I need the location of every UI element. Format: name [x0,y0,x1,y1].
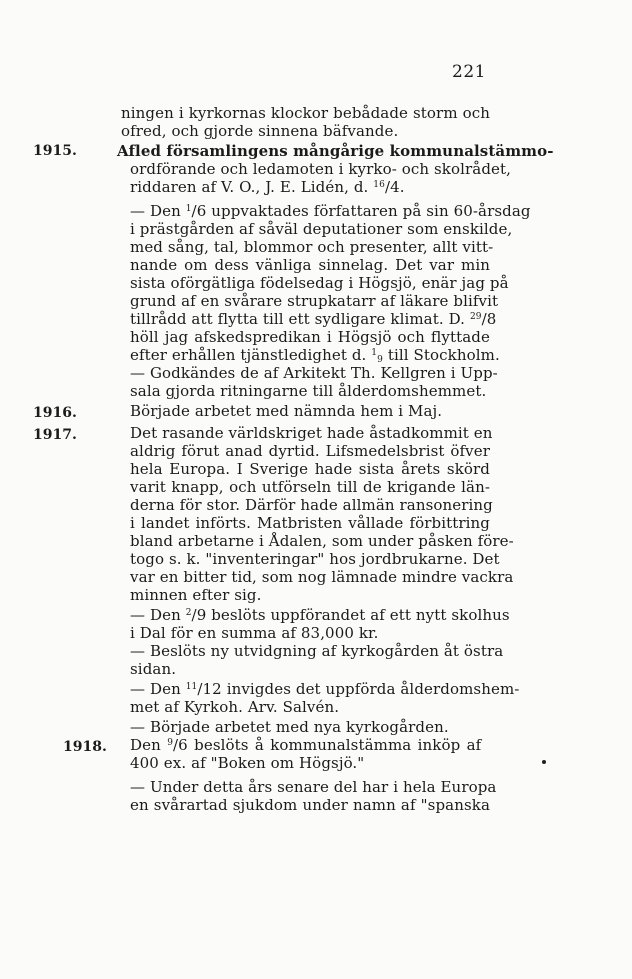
text-line: med sång, tal, blommor och presenter, allt vitt- [130,238,494,256]
fraction-numerator: 29 [469,312,482,322]
fraction-denominator: /6 [173,736,188,754]
fraction-denominator: /9 [191,606,207,624]
text-line: — Godkändes de af Arkitekt Th. Kellgren i Upp- [130,364,498,382]
text-line: var en bitter tid, som nog lämnade mindre vackra [130,568,514,586]
line-text: — Den [130,202,181,220]
text-line: ordförande och ledamoten i kyrko- och skolrådet, [130,160,511,178]
line-text: — Den [130,606,181,624]
line-text: tillrådd att flytta till ett sydligare klimat. D. [130,310,466,328]
text-line: en svårartad sjukdom under namn af "spanska [130,796,490,814]
fraction-denominator: /8 [481,310,497,328]
year-label: 1918. [63,739,107,755]
text-line: varit knapp, och utförseln till de krigande län- [130,478,490,496]
line-text: uppvaktades författaren på sin 60-årsdag [211,202,531,220]
line-text: efter erhållen tjänstledighet d. [130,346,367,364]
text-line [130,202,531,220]
text-line: höll jag afskedspredikan i Högsjö och flyttade [130,328,490,346]
line-text: Den [130,736,161,754]
year-label: 1916. [33,405,77,421]
text-line: grund af en svårare strupkatarr af läkare blifvit [130,292,499,310]
text-line: ningen i kyrkornas klockor bebådade storm och [121,104,490,122]
text-line [130,736,481,754]
text-line: bland arbetarne i Ådalen, som under påsken före- [130,532,514,550]
text-line: hela Europa. I Sverige hade sista årets skörd [130,460,490,478]
fraction-numerator: 9 [167,738,174,748]
fraction-numerator: 2 [185,608,192,618]
text-line: — Under detta års senare del har i hela Europa [130,778,497,796]
fraction-denominator: 9 [377,355,383,365]
fraction-denominator: /4. [384,178,405,196]
text-line: sista oförgätliga födelsedag i Högsjö, enär jag på [130,274,509,292]
text-line: Började arbetet med nämnda hem i Maj. [130,402,443,420]
text-line: derna för stor. Därför hade allmän ransonering [130,496,493,514]
line-text: — Den [130,680,181,698]
text-line [130,680,519,698]
fraction-numerator: 1 [185,204,192,214]
text-line [130,178,405,196]
text-line: 400 ex. af "Boken om Högsjö." [130,754,365,772]
ink-speck [542,760,546,764]
text-line: i prästgården af såväl deputationer som enskilde, [130,220,513,238]
text-line: Afled församlingens mångårige kommunalstämmo- [117,142,554,160]
line-text: till Stockholm. [387,346,500,364]
year-label: 1915. [33,143,77,159]
fraction-numerator: 1 [371,348,378,358]
fraction-denominator: /6 [191,202,207,220]
text-line: met af Kyrkoh. Arv. Salvén. [130,698,340,716]
fraction-numerator: 16 [373,180,385,190]
line-text: beslöts uppförandet af ett nytt skolhus [211,606,510,624]
page-number: 221 [452,62,486,82]
text-line [130,310,496,328]
text-line [130,606,510,624]
text-line: sala gjorda ritningarne till ålderdomshemmet. [130,382,487,400]
fraction-numerator: 11 [185,682,198,692]
text-line [130,346,500,364]
text-line: — Beslöts ny utvidgning af kyrkogården åt östra [130,642,504,660]
line-text: riddaren af V. O., J. E. Lidén, d. [130,178,369,196]
text-line: — Började arbetet med nya kyrkogården. [130,718,449,736]
text-line: minnen efter sig. [130,586,262,604]
line-text: beslöts å kommunalstämma inköp af [194,736,482,754]
text-line: togo s. k. "inventeringar" hos jordbrukarne. Det [130,550,500,568]
text-line: i Dal för en summa af 83,000 kr. [130,624,379,642]
fraction-denominator: /12 [197,680,222,698]
line-text: invigdes det uppförda ålderdomshem- [226,680,520,698]
text-line: aldrig förut anad dyrtid. Lifsmedelsbrist öfver [130,442,490,460]
text-line: i landet införts. Matbristen vållade förbittring [130,514,490,532]
text-line: nande om dess vänliga sinnelag. Det var min [130,256,490,274]
year-label: 1917. [33,427,77,443]
text-line: sidan. [130,660,177,678]
text-line: Det rasande världskriget hade åstadkommit en [130,424,493,442]
text-line: ofred, och gjorde sinnena bäfvande. [121,122,399,140]
